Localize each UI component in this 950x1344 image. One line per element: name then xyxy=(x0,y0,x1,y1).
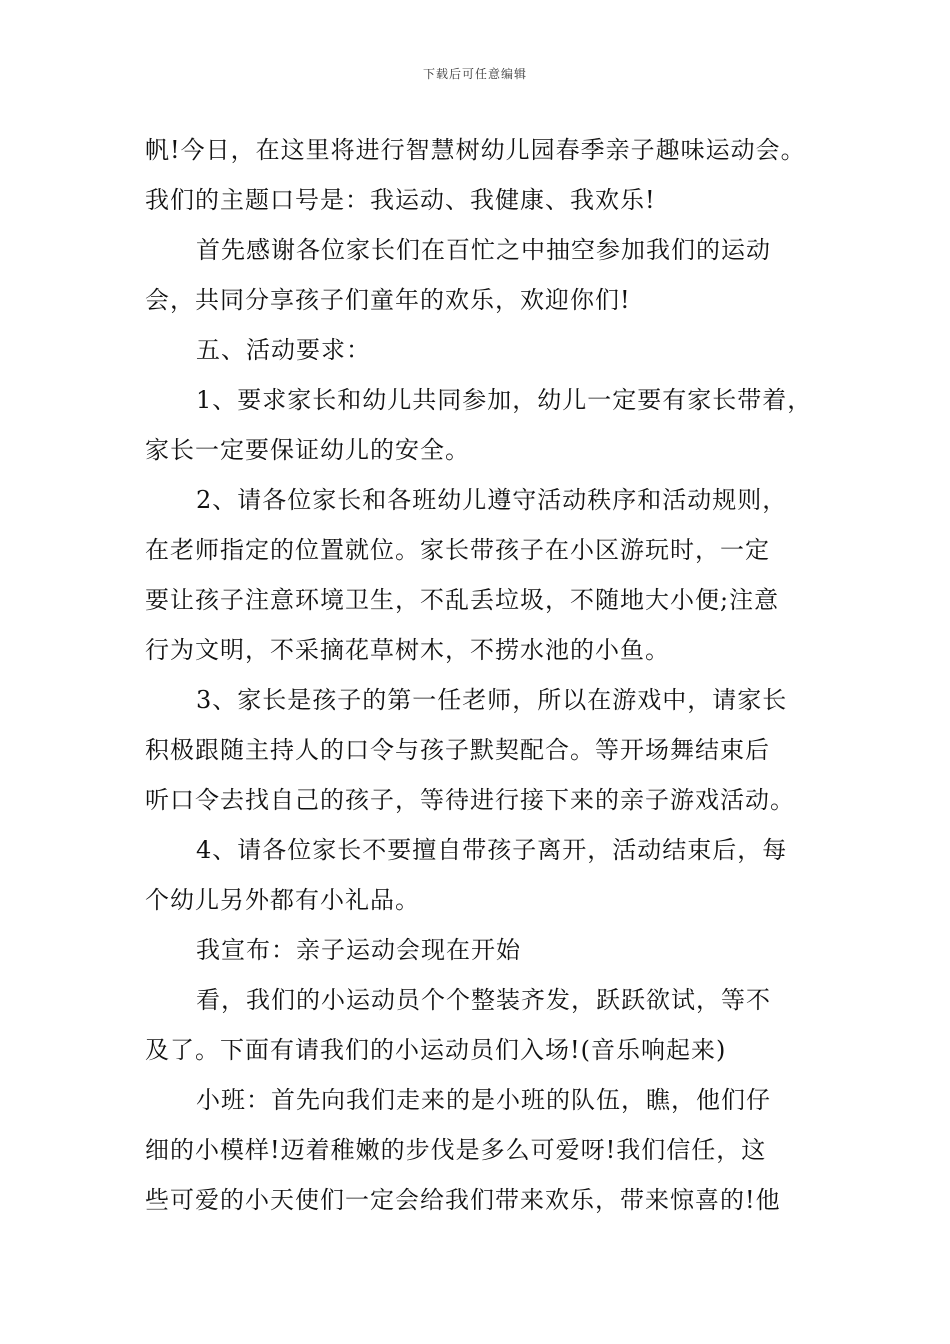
paragraph-first-line: 小班：首先向我们走来的是小班的队伍，瞧，他们仔 xyxy=(196,1086,771,1114)
section-heading: 五、活动要求： xyxy=(196,336,371,364)
paragraph-first-line: 我宣布：亲子运动会现在开始 xyxy=(196,936,521,964)
paragraph-first-line: 4、请各位家长不要擅自带孩子离开，活动结束后，每 xyxy=(196,836,788,864)
text-line: 听口令去找自己的孩子，等待进行接下来的亲子游戏活动。 xyxy=(145,786,795,814)
text-line: 我们的主题口号是：我运动、我健康、我欢乐! xyxy=(145,186,656,214)
text-line: 帆!今日，在这里将进行智慧树幼儿园春季亲子趣味运动会。 xyxy=(145,136,806,164)
text-line: 些可爱的小天使们一定会给我们带来欢乐，带来惊喜的!他 xyxy=(145,1186,781,1214)
text-line: 积极跟随主持人的口令与孩子默契配合。等开场舞结束后 xyxy=(145,736,770,764)
text-line: 个幼儿另外都有小礼品。 xyxy=(145,886,420,914)
paragraph-first-line: 看，我们的小运动员个个整装齐发，跃跃欲试，等不 xyxy=(196,986,771,1014)
text-line: 细的小模样!迈着稚嫩的步伐是多么可爱呀!我们信任，这 xyxy=(145,1136,767,1164)
page-header: 下载后可任意编辑 xyxy=(422,67,527,81)
document-body xyxy=(145,125,815,1225)
paragraph-first-line: 3、家长是孩子的第一任老师，所以在游戏中，请家长 xyxy=(196,686,788,714)
paragraph-first-line: 首先感谢各位家长们在百忙之中抽空参加我们的运动 xyxy=(196,236,771,264)
paragraph-first-line: 1、要求家长和幼儿共同参加，幼儿一定要有家长带着， xyxy=(196,386,813,414)
text-line: 及了。下面有请我们的小运动员们入场!(音乐响起来) xyxy=(145,1036,727,1064)
text-line: 会，共同分享孩子们童年的欢乐，欢迎你们! xyxy=(145,286,631,314)
text-line: 在老师指定的位置就位。家长带孩子在小区游玩时，一定 xyxy=(145,536,770,564)
text-line: 家长一定要保证幼儿的安全。 xyxy=(145,436,470,464)
paragraph-first-line: 2、请各位家长和各班幼儿遵守活动秩序和活动规则， xyxy=(196,486,788,514)
text-line: 要让孩子注意环境卫生，不乱丢垃圾，不随地大小便;注意 xyxy=(145,586,780,614)
text-line: 行为文明，不采摘花草树木，不捞水池的小鱼。 xyxy=(145,636,670,664)
